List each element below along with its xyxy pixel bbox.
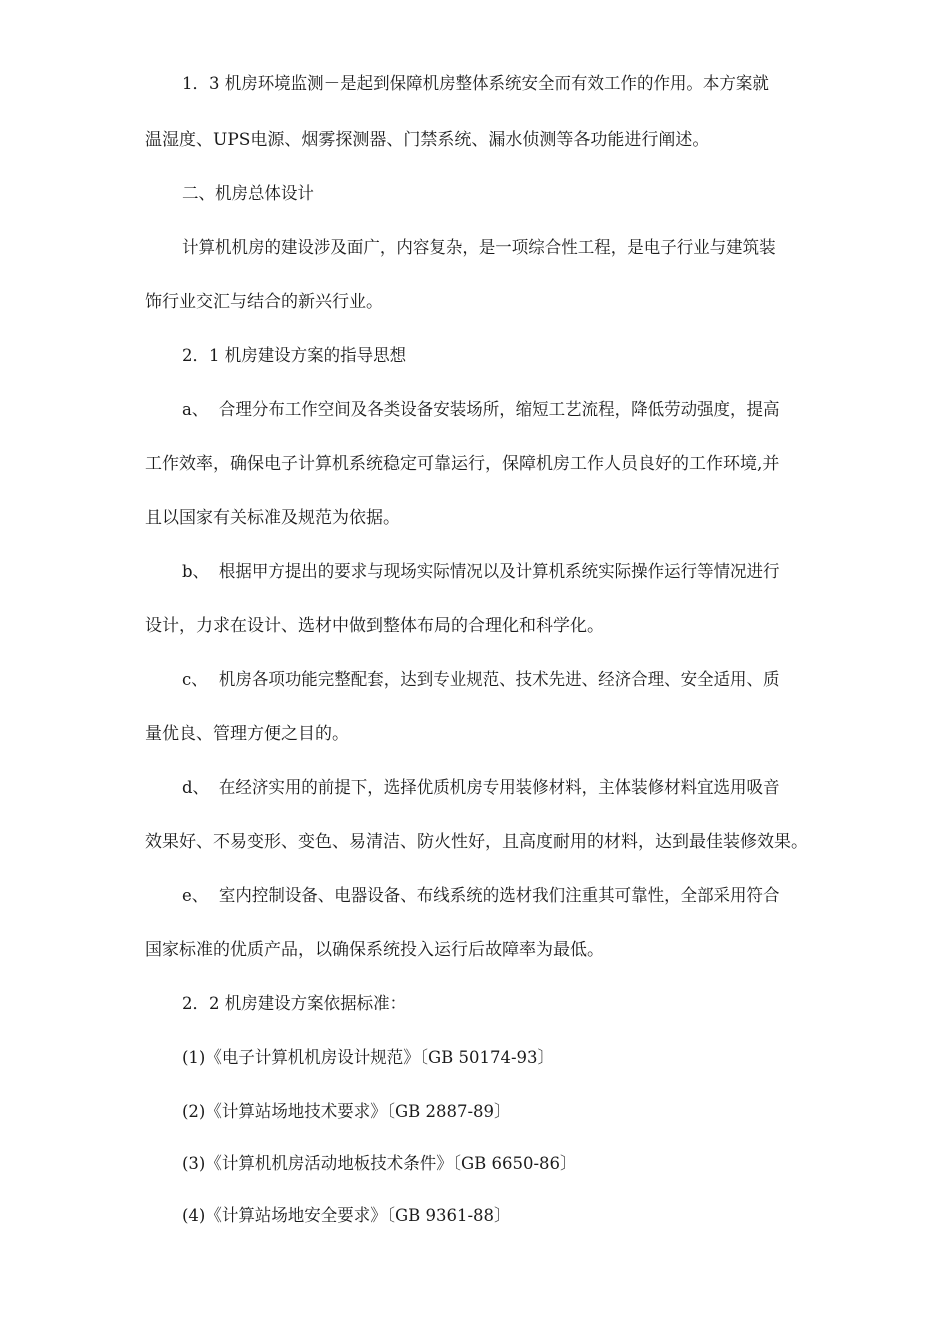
item-b-marker: b、	[182, 562, 210, 582]
item-b-line-2: 设计，力求在设计、选材中做到整体布局的合理化和科学化。	[145, 616, 604, 636]
subsection-2-1-heading: 2．1 机房建设方案的指导思想	[182, 346, 407, 366]
item-a-line-2: 工作效率，确保电子计算机系统稳定可靠运行，保障机房工作人员良好的工作环境,并	[145, 454, 780, 474]
item-a-text: 合理分布工作空间及各类设备安装场所，缩短工艺流程，降低劳动强度，提高	[218, 400, 780, 420]
item-e-text: 室内控制设备、电器设备、布线系统的选材我们注重其可靠性，全部采用符合	[218, 886, 780, 906]
item-b-line-1	[182, 560, 900, 584]
item-c-line-1	[182, 668, 900, 692]
item-d-text: 在经济实用的前提下，选择优质机房专用装修材料，主体装修材料宜选用吸音	[218, 778, 780, 798]
item-e-marker: e、	[182, 886, 209, 906]
item-d-marker: d、	[182, 778, 210, 798]
item-e-line-2: 国家标准的优质产品，以确保系统投入运行后故障率为最低。	[145, 940, 604, 960]
standard-item: (3)《计算机机房活动地板技术条件》〔GB 6650-86〕	[182, 1154, 577, 1174]
item-b-text: 根据甲方提出的要求与现场实际情况以及计算机系统实际操作运行等情况进行	[218, 562, 780, 582]
item-a-line-3: 且以国家有关标准及规范为依据。	[145, 508, 400, 528]
item-c-line-2: 量优良、管理方便之目的。	[145, 724, 349, 744]
item-a-line-1	[182, 398, 900, 422]
intro-line-1: 计算机机房的建设涉及面广，内容复杂，是一项综合性工程，是电子行业与建筑装	[182, 238, 776, 258]
intro-line-2: 饰行业交汇与结合的新兴行业。	[145, 292, 383, 312]
item-c-text: 机房各项功能完整配套，达到专业规范、技术先进、经济合理、安全适用、质	[218, 670, 780, 690]
item-d-line-2: 效果好、不易变形、变色、易清洁、防火性好，且高度耐用的材料，达到最佳装修效果。	[145, 832, 808, 852]
standard-item: (2)《计算站场地技术要求》〔GB 2887-89〕	[182, 1102, 511, 1122]
paragraph-1-3-line-2: 温湿度、UPS电源、烟雾探测器、门禁系统、漏水侦测等各功能进行阐述。	[145, 130, 710, 150]
paragraph-1-3-line-1: 1．3 机房环境监测－是起到保障机房整体系统安全而有效工作的作用。本方案就	[182, 74, 769, 94]
subsection-2-2-heading: 2．2 机房建设方案依据标准：	[182, 994, 407, 1014]
item-e-line-1	[182, 884, 900, 908]
item-c-marker: c、	[182, 670, 208, 690]
standard-item: (4)《计算站场地安全要求》〔GB 9361-88〕	[182, 1206, 511, 1226]
section-2-heading: 二、机房总体设计	[182, 184, 314, 204]
standard-item: (1)《电子计算机机房设计规范》〔GB 50174-93〕	[182, 1048, 555, 1068]
item-a-marker: a、	[182, 400, 209, 420]
item-d-line-1	[182, 776, 900, 800]
